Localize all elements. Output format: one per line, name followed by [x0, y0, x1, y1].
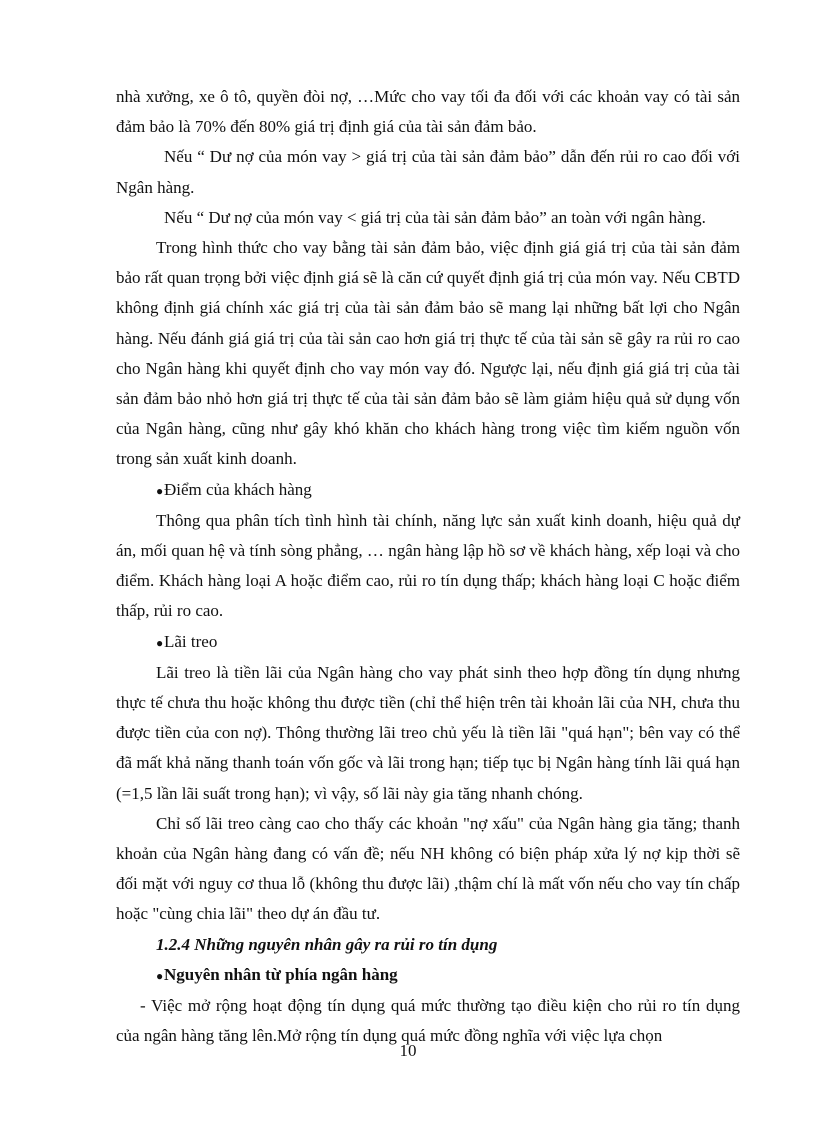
bullet-suspended-interest: [116, 627, 740, 658]
paragraph-collateral-loan-limit: nhà xưởng, xe ô tô, quyền đòi nợ, …Mức cho vay tối đa đối với các khoản vay có tài sản đảm bảo là 70% đến 80% giá trị định giá của tài sản đảm bảo.: [116, 87, 740, 137]
paragraph-safe-condition: Nếu “ Dư nợ của món vay < giá trị của tài sản đảm bảo” an toàn với ngân hàng.: [164, 207, 706, 227]
page-number: 10: [399, 1041, 417, 1060]
page-content: [116, 82, 740, 1052]
paragraph-collateral-valuation: Trong hình thức cho vay bằng tài sản đảm bảo, việc định giá giá trị của tài sản đảm bảo rất quan trọng bởi việc định giá sẽ là căn cứ quyết định giá trị của món vay. Nếu CBTD không định giá chính xác giá trị của tài sản đảm bảo sẽ mang lại những bất lợi cho Ngân hàng. Nếu đánh giá giá trị của tài sản cao hơn giá trị thực tế của tài sản sẽ gây ra rủi ro cao cho Ngân hàng khi quyết định cho vay món vay đó. Ngược lại, nếu định giá giá trị của tài sản đảm bảo nhỏ hơn giá trị thực tế của tài sản đảm bảo sẽ làm giảm hiệu quả sử dụng vốn của Ngân hàng, cũng như gây khó khăn cho khách hàng trong việc tìm kiếm nguồn vốn trong sản xuất kinh doanh.: [116, 238, 740, 469]
bullet-label: Nguyên nhân từ phía ngân hàng: [164, 964, 398, 984]
bullet-label: Điểm của khách hàng: [164, 479, 312, 499]
paragraph-high-risk-condition: Nếu “ Dư nợ của món vay > giá trị của tài sản đảm bảo” dẫn đến rủi ro cao đối với Ngân hàng.: [116, 147, 740, 197]
paragraph-credit-expansion: - Việc mở rộng hoạt động tín dụng quá mức thường tạo điều kiện cho rủi ro tín dụng của ngân hàng tăng lên.Mở rộng tín dụng quá mức đồng nghĩa với việc lựa chọn: [116, 996, 740, 1046]
bullet-icon: ●: [156, 635, 164, 650]
bullet-customer-score: [116, 475, 740, 506]
bullet-label: Lãi treo: [164, 631, 218, 651]
bullet-icon: ●: [156, 968, 164, 983]
section-heading: 1.2.4 Những nguyên nhân gây ra rủi ro tín dụng: [156, 934, 498, 954]
paragraph-suspended-interest-definition: Lãi treo là tiền lãi của Ngân hàng cho vay phát sinh theo hợp đồng tín dụng nhưng thực tế chưa thu hoặc không thu được tiền (chỉ thể hiện trên tài khoản lãi của NH, chưa thu được tiền của con nợ). Thông thường lãi treo chủ yếu là tiền lãi "quá hạn"; bên vay có thể đã mất khả năng thanh toán vốn gốc và lãi trong hạn; tiếp tục bị Ngân hàng tính lãi quá hạn (=1,5 lần lãi suất trong hạn); vì vậy, số lãi này gia tăng nhanh chóng.: [116, 662, 740, 803]
bullet-icon: ●: [156, 483, 164, 498]
subsection-bank-causes: [116, 960, 740, 991]
paragraph-suspended-interest-index: Chỉ số lãi treo càng cao cho thấy các khoản "nợ xấu" của Ngân hàng gia tăng; thanh khoản của Ngân hàng đang có vấn đề; nếu NH không có biện pháp xửa lý nợ kịp thời sẽ đối mặt với nguy cơ thua lỗ (không thu được lãi) ,thậm chí là mất vốn nếu cho vay tín chấp hoặc "cùng chia lãi" theo dự án đầu tư.: [116, 813, 740, 924]
paragraph-customer-score: Thông qua phân tích tình hình tài chính, năng lực sản xuất kinh doanh, hiệu quả dự án, mối quan hệ và tính sòng phẳng, … ngân hàng lập hồ sơ về khách hàng, xếp loại và cho điểm. Khách hàng loại A hoặc điểm cao, rủi ro tín dụng thấp; khách hàng loại C hoặc điểm thấp, rủi ro cao.: [116, 510, 740, 621]
